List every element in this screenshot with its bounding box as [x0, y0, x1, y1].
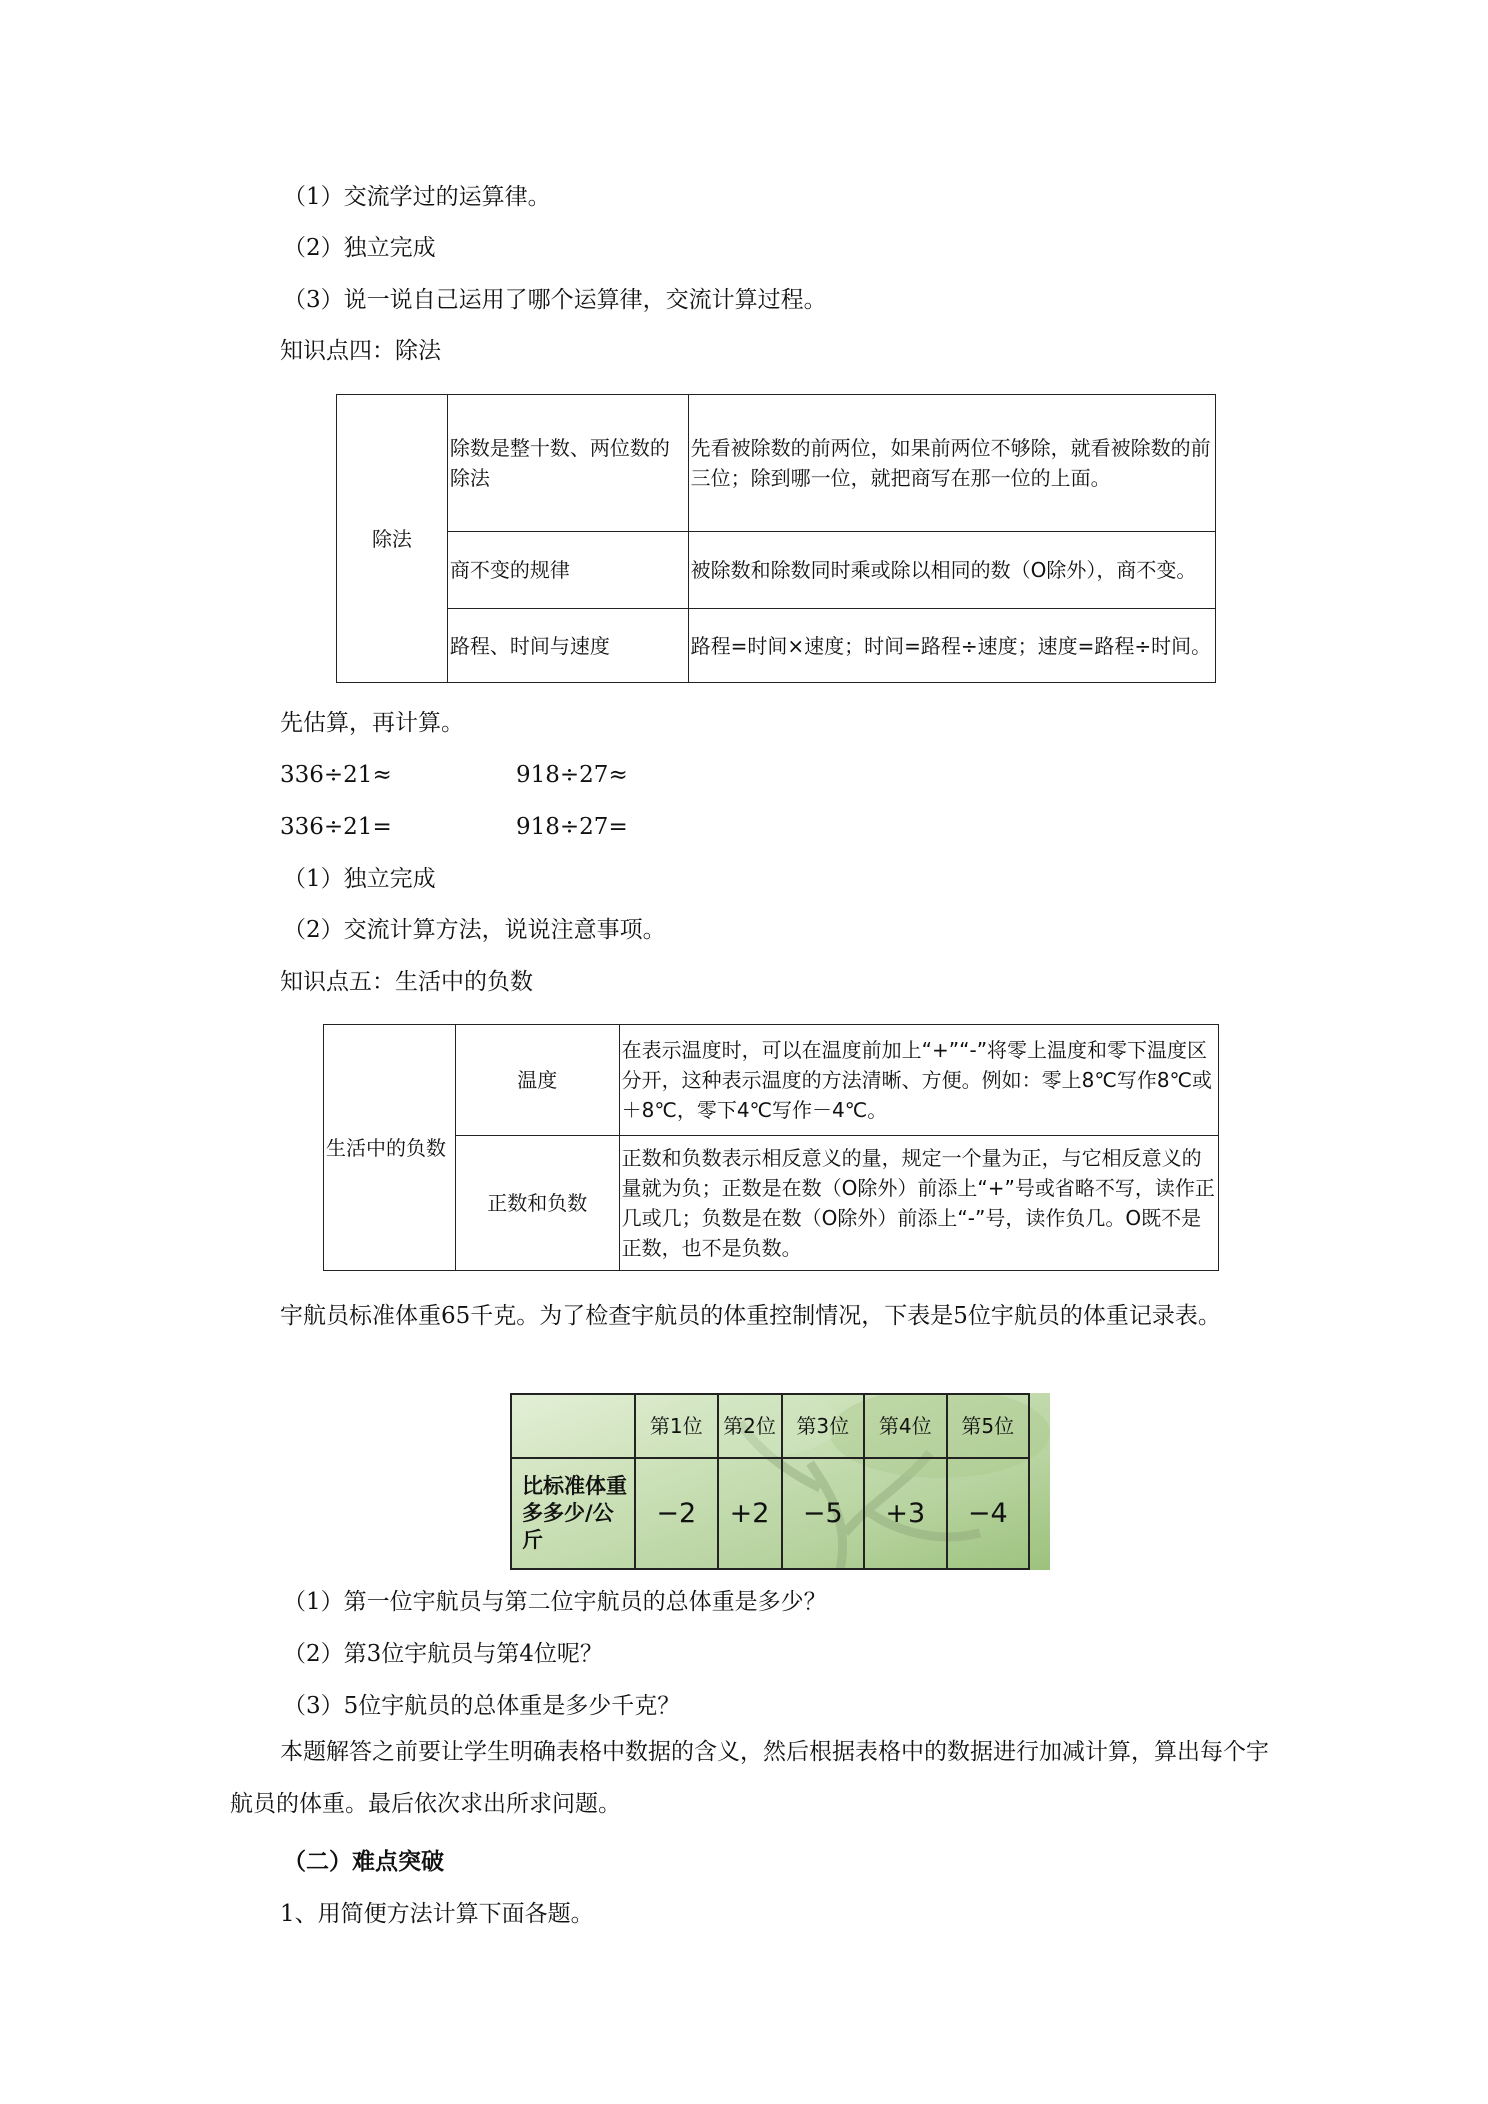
table-topic-cell: 商不变的规律 [447, 532, 688, 609]
table-topic-cell: 正数和负数 [455, 1136, 619, 1271]
exercise-item: 918÷27= [516, 814, 628, 840]
table-value-cell: −5 [782, 1458, 865, 1569]
table-content-cell: 正数和负数表示相反意义的量，规定一个量为正，与它相反意义的量就为负；正数是在数（O除外）前添上“+”号或省略不写，读作正几或几；负数是在数（O除外）前添上“-”号，读作负几。O既不是正数，也不是负数。 [619, 1136, 1218, 1271]
table-category-cell: 除法 [337, 395, 448, 683]
section-heading: 知识点四：除法 [280, 338, 441, 364]
question-line: （3）5位宇航员的总体重是多少千克？ [283, 1693, 681, 1719]
table-header-cell: 第2位 [718, 1394, 782, 1458]
table-content-cell: 被除数和除数同时乘或除以相同的数（O除外），商不变。 [688, 532, 1215, 609]
table-topic-cell: 除数是整十数、两位数的除法 [447, 395, 688, 532]
astronaut-weight-table-image [510, 1393, 1050, 1570]
exercise-item: 336÷21= [280, 814, 392, 840]
table-value-cell: +2 [718, 1458, 782, 1569]
question-line: （1）第一位宇航员与第二位宇航员的总体重是多少？ [283, 1589, 827, 1615]
table-row-label: 比标准体重多多少/公斤 [511, 1458, 635, 1569]
table-content-cell: 在表示温度时，可以在温度前加上“+”“-”将零上温度和零下温度区分开，这种表示温度的方法清晰、方便。例如：零上8℃写作8℃或＋8℃，零下4℃写作－4℃。 [619, 1025, 1218, 1136]
negative-numbers-table [323, 1024, 1219, 1271]
step-line: （1）独立完成 [283, 866, 436, 892]
table-value-cell: +3 [864, 1458, 947, 1569]
table-content-cell: 路程=时间×速度；时间=路程÷速度；速度=路程÷时间。 [688, 609, 1215, 683]
step-line: （2）交流计算方法，说说注意事项。 [283, 917, 666, 943]
step-line: （2）独立完成 [283, 235, 436, 261]
exercise-item: 918÷27≈ [516, 762, 628, 788]
table-header-cell: 第5位 [947, 1394, 1030, 1458]
exercise-item: 336÷21≈ [280, 762, 392, 788]
division-knowledge-table [336, 394, 1216, 683]
table-header-cell [511, 1394, 635, 1458]
table-header-cell: 第3位 [782, 1394, 865, 1458]
table-header-cell: 第4位 [864, 1394, 947, 1458]
table-category-cell: 生活中的负数 [324, 1025, 456, 1271]
table-topic-cell: 路程、时间与速度 [447, 609, 688, 683]
table-topic-cell: 温度 [455, 1025, 619, 1136]
section-heading: 知识点五：生活中的负数 [280, 969, 533, 995]
paragraph: 宇航员标准体重65千克。为了检查宇航员的体重控制情况，下表是5位宇航员的体重记录表。 [280, 1303, 1221, 1329]
section-heading: （二）难点突破 [283, 1848, 444, 1875]
step-line: （3）说一说自己运用了哪个运算律，交流计算过程。 [283, 287, 827, 313]
step-line: （1）交流学过的运算律。 [283, 184, 551, 210]
exercise-item: 1、用简便方法计算下面各题。 [280, 1901, 594, 1927]
table-header-cell: 第1位 [635, 1394, 718, 1458]
paragraph: 本题解答之前要让学生明确表格中数据的含义，然后根据表格中的数据进行加减计算，算出每个宇航员的体重。最后依次求出所求问题。 [230, 1739, 1269, 1817]
table-value-cell: −2 [635, 1458, 718, 1569]
table-value-cell: −4 [947, 1458, 1030, 1569]
question-line: （2）第3位宇航员与第4位呢？ [283, 1641, 603, 1667]
exercise-intro: 先估算，再计算。 [280, 710, 464, 736]
table-content-cell: 先看被除数的前两位，如果前两位不够除，就看被除数的前三位；除到哪一位，就把商写在那一位的上面。 [688, 395, 1215, 532]
